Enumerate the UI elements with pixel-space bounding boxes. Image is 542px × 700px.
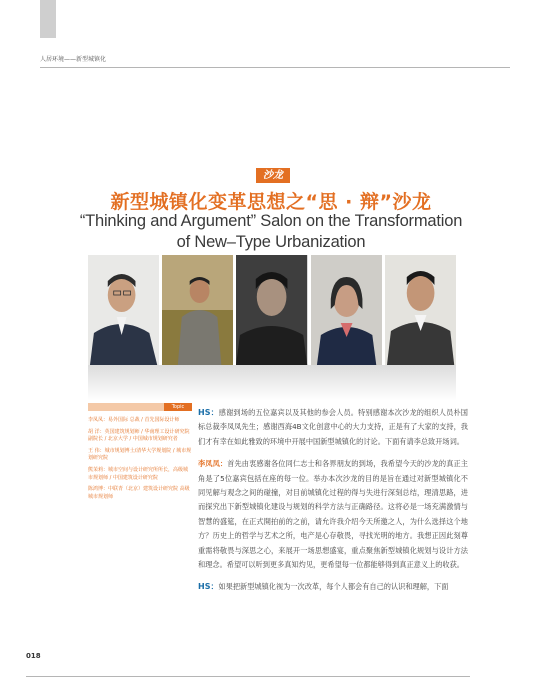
participant-item: 熊茉莉：城市空间与设计研究所所长，高级城市规划师 / 中国建筑设计研究院 [88,466,189,481]
header-rule [40,67,510,68]
title-chinese [0,187,542,214]
title-en-line2: of New–Type Urbanization [176,233,366,251]
page-number: 018 [26,652,41,660]
photo-reflection [88,365,456,401]
speaker-label: 李凤凤： [198,459,228,469]
title-english [0,211,542,253]
title-en-line1: “Thinking and Argument” Salon on the Transformation [79,212,463,230]
title-cn-post: 沙龙 [392,191,432,213]
title-cn-quote: “思 · 辩” [305,191,393,213]
footer-rule [26,676,470,677]
participant-item: 胡 洋：英国建筑规划师 / 华南理工设计研究院副院长 / 北京大学 / 中国城市规划研究者 [88,428,190,443]
participant-item: 陈鸿博：中联青（北京）建筑设计研究院 高级城市规划师 [88,486,190,500]
speaker-photo [236,255,307,365]
speaker-photo [385,255,456,365]
article-body [198,406,468,603]
title-cn-pre: 新型城镇化变革思想之 [110,191,306,213]
paragraph-text: 首先由衷感谢各位同仁志士和各界朋友的到场，我希望今天的沙龙的真正主角是了5位嘉宾包括在座的每一位。举办本次沙龙的目的是旨在通过对新型城镇化不同见解与观念之间的碰撞，对目前城镇化过程的得与失进行深刻总结，理清思路，进而探究出下新型城镇化建设与规划的科学方法与正确路径。这将必是一场充满激情与智慧的盛筵，在正式開拍前的之前，请允许我介绍今天所邀之人，为什么选择这个地方？历史上的哲学与艺术之所，电产是心存敬畏，寻找光明的地方。我想正因此刻尊重需将敬畏与深思之心，来展开一场思想盛宴，重点聚焦新型城镇化规划与设计方法和理念。希望可以听到更多真知灼见，更希望每一位都能够得到真正意义上的收获。 [198,459,468,570]
paragraph [198,406,468,449]
speaker-photo [162,255,233,365]
speaker-photos [88,255,456,365]
speaker-photo [88,255,159,365]
speaker-label: HS： [198,408,219,417]
section-label: 人居环境——新型城镇化 [40,56,107,63]
participant-list [88,417,192,505]
sidebar-tag: Topic [164,403,192,411]
paragraph [198,457,468,572]
participant-item: 李凤凤：易外国际 总裁 / 首先国际设计师 [88,417,180,423]
header-color-block [40,0,56,38]
speaker-photo [311,255,382,365]
paragraph-text: 如果把新型城镇化视为一次改革，每个人都会有自己的认识和理解，下面 [218,582,449,592]
paragraph-text: 感谢到场的五位嘉宾以及其他的参会人员。特别感谢本次沙龙的组织人员朴国标总裁李凤凤先生；感谢西海4B文化创意中心的大力支持，正是有了大家的支持，我们才有幸在如此雅致的环境中开展中国新型城镇化的讨论。下面有请李总致开场词。 [198,408,468,446]
participant-item: 王 伟：城市规划博士/清华大学规划院 / 城市规划研究院 [88,447,192,462]
speaker-label: HS： [198,582,219,592]
paragraph [198,580,468,594]
section-tag: 沙龙 [256,168,290,183]
